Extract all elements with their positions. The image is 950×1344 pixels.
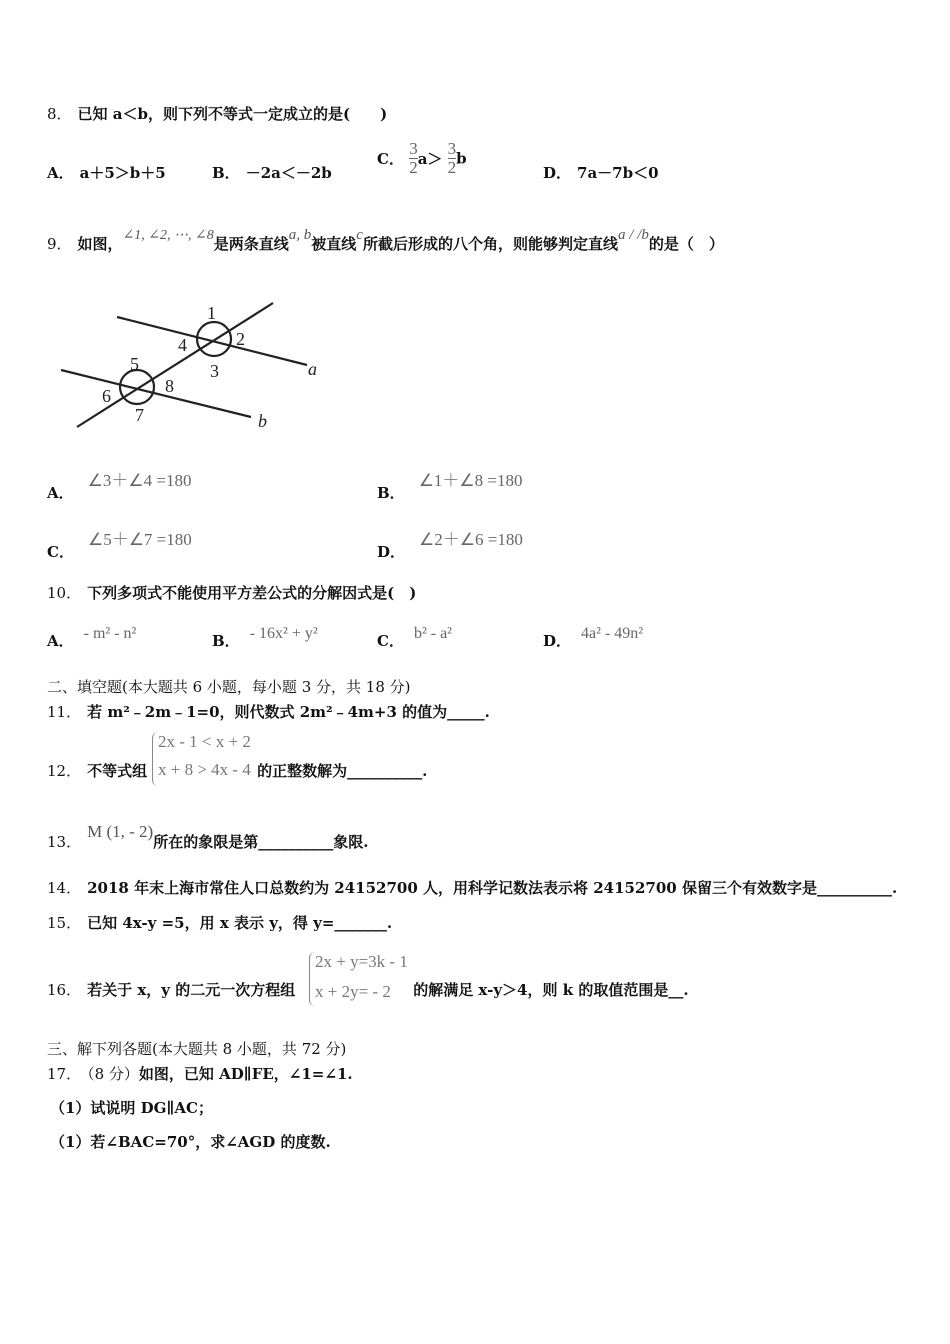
q10-option-a: A． - m² - n² [47,625,137,650]
q9-option-b: B．∠1＋∠8 =180 [377,471,523,502]
q13: 13．M (1, - 2)所在的象限是第__________象限. [47,822,369,851]
q9-option-c: C．∠5＋∠7 =180 [47,530,192,561]
angle-label-8: 8 [165,376,174,396]
q17-part-2: （1）若∠BAC=70°，求∠AGD 的度数. [50,1133,331,1151]
q8-option-c: C． $\frac{3}{2}$ a＞ $\frac{3}{2}$ b [377,139,467,177]
q8-option-d: D． 7a－7b＜0 [543,164,659,182]
angle-circle-lower [120,370,154,404]
fraction-three-halves-2: $\frac{3}{2}$ [447,139,457,177]
line-label-b: b [258,411,267,431]
q9-stem: 9． 如图，∠1, ∠2, ⋯, ∠8是两条直线a, b被直线c所截后形成的八个角，则能够判定直线a / /b的是（ ） [47,227,724,253]
section-2-heading: 二、填空题(本大题共 6 小题，每小题 3 分，共 18 分) [47,678,411,696]
angle-label-7: 7 [135,405,144,425]
angle-label-5: 5 [130,354,139,374]
q8-option-a: A． a＋5＞b＋5 [47,164,166,182]
q16: 16． 若关于 x，y 的二元一次方程组 的解满足 x-y＞4，则 k 的取值范围是__. [47,981,689,999]
parallel-lines-figure [55,295,335,435]
q9-option-d: D．∠2＋∠6 =180 [377,530,523,561]
line-c [77,303,273,427]
line-label-a: a [308,359,317,379]
q12-inequality-system: 2x - 1 < x + 2 x + 8 > 4x - 4 [152,732,262,788]
q16-equation-system: 2x + y=3k - 1 x + 2y= - 2 [309,952,425,1008]
q17: 17． （8 分）如图，已知 AD∥FE，∠1=∠1. [47,1065,353,1083]
angle-label-6: 6 [102,386,111,406]
q10-stem: 10． 下列多项式不能使用平方差公式的分解因式是( ) [47,584,417,602]
angle-label-4: 4 [178,335,187,355]
angle-label-1: 1 [207,303,216,323]
q9-option-a: A．∠3＋∠4 =180 [47,471,192,502]
angle-label-2: 2 [236,329,245,349]
fraction-three-halves-1: $\frac{3}{2}$ [409,139,418,177]
q10-option-b: B． - 16x² + y² [212,625,318,650]
q10-option-d: D． 4a² - 49n² [543,625,644,650]
q10-option-c: C． b² - a² [377,625,452,650]
q14: 14． 2018 年末上海市常住人口总数约为 24152700 人，用科学记数法表示将 24152700 保留三个有效数字是__________. [47,879,898,897]
q11: 11． 若 m²﹣2m﹣1=0，则代数式 2m²﹣4m+3 的值为_____. [47,703,490,721]
q12: 12． 不等式组 的正整数解为__________. [47,762,428,780]
q8-stem: 8． 已知 a＜b，则下列不等式一定成立的是( ) [47,105,388,123]
q8-option-b: B． －2a＜－2b [212,164,332,182]
angle-label-3: 3 [210,361,219,381]
section-3-heading: 三、解下列各题(本大题共 8 小题，共 72 分) [47,1040,347,1058]
q17-part-1: （1）试说明 DG∥AC； [50,1099,213,1117]
q15: 15． 已知 4x-y =5，用 x 表示 y，得 y=_______. [47,914,393,932]
